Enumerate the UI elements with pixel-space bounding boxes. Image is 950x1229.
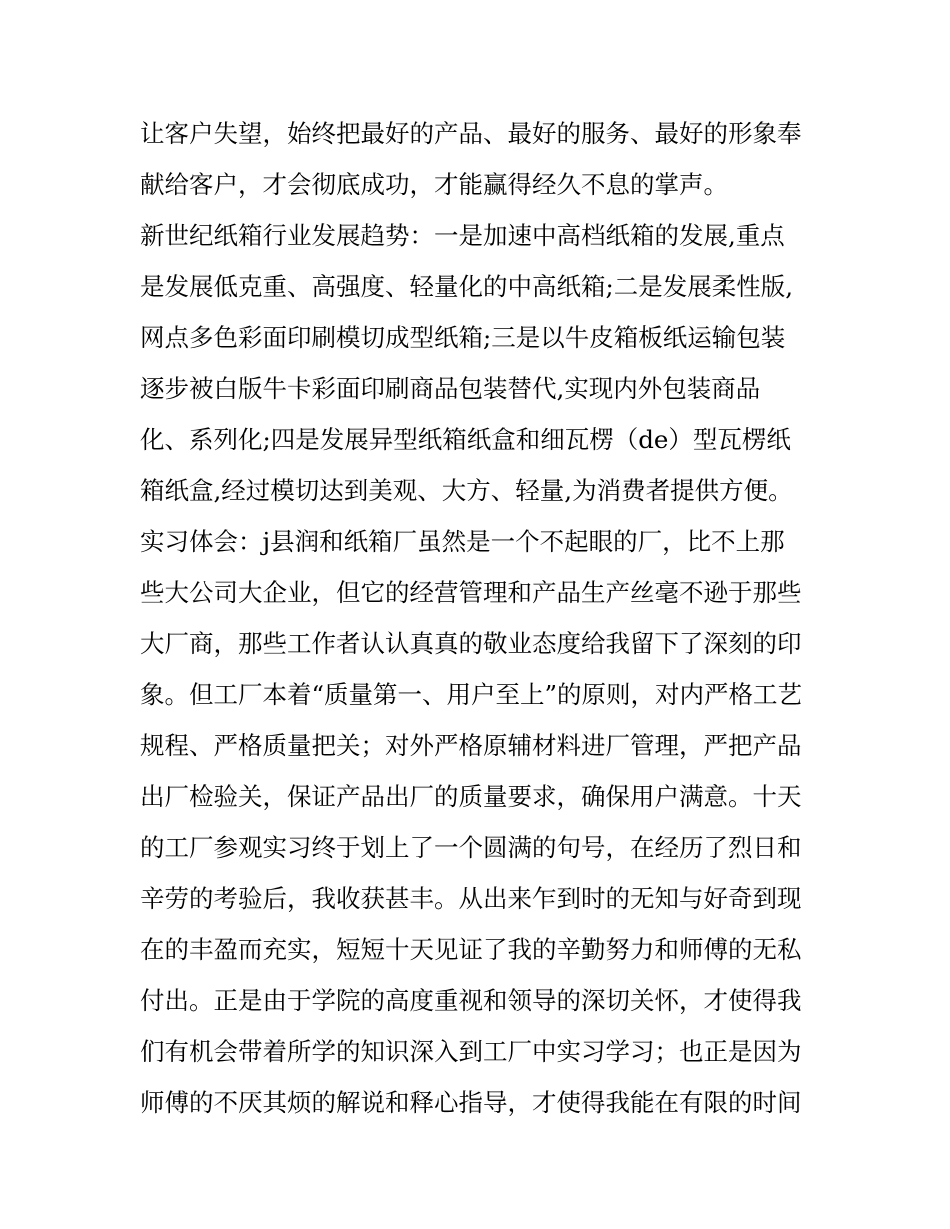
text-line: 新世纪纸箱行业发展趋势：一是加速中高档纸箱的发展,重点 — [140, 221, 785, 250]
text-line: 大厂商，那些工作者认认真真的敬业态度给我留下了深刻的印 — [140, 629, 802, 658]
text-line: 辛劳的考验后，我收获甚丰。从出来乍到时的无知与好奇到现 — [140, 884, 802, 913]
text-line: 师傅的不厌其烦的解说和释心指导，才使得我能在有限的时间 — [140, 1088, 802, 1117]
text-line: 网点多色彩面印刷模切成型纸箱;三是以牛皮箱板纸运输包装 — [140, 323, 786, 352]
text-line: 是发展低克重、高强度、轻量化的中高纸箱;二是发展柔性版, — [140, 272, 794, 301]
text-line: 付出。正是由于学院的高度重视和领导的深切关怀，才使得我 — [140, 986, 802, 1015]
text-line: 规程、严格质量把关；对外严格原辅材料进厂管理，严把产品 — [140, 731, 802, 760]
text-line: 让客户失望，始终把最好的产品、最好的服务、最好的形象奉 — [140, 119, 802, 148]
text-line: 出厂检验关，保证产品出厂的质量要求，确保用户满意。十天 — [140, 782, 802, 811]
text-line: 化、系列化;四是发展异型纸箱纸盒和细瓦楞（de）型瓦楞纸 — [140, 425, 791, 454]
text-line: 箱纸盒,经过模切达到美观、大方、轻量,为消费者提供方便。 — [140, 476, 793, 505]
text-line: 在的丰盈而充实，短短十天见证了我的辛勤努力和师傅的无私 — [140, 935, 802, 964]
text-line: 象。但工厂本着“质量第一、用户至上”的原则，对内严格工艺 — [140, 680, 803, 709]
text-line: 献给客户，才会彻底成功，才能赢得经久不息的掌声。 — [140, 170, 728, 199]
text-line: 些大公司大企业，但它的经营管理和产品生产丝毫不逊于那些 — [140, 578, 802, 607]
text-line: 实习体会：j县润和纸箱厂虽然是一个不起眼的厂，比不上那 — [140, 527, 785, 556]
text-line: 的工厂参观实习终于划上了一个圆满的句号，在经历了烈日和 — [140, 833, 802, 862]
text-line: 逐步被白版牛卡彩面印刷商品包装替代,实现内外包装商品 — [140, 374, 761, 403]
text-line: 们有机会带着所学的知识深入到工厂中实习学习；也正是因为 — [140, 1037, 802, 1066]
body-text — [140, 108, 830, 1128]
